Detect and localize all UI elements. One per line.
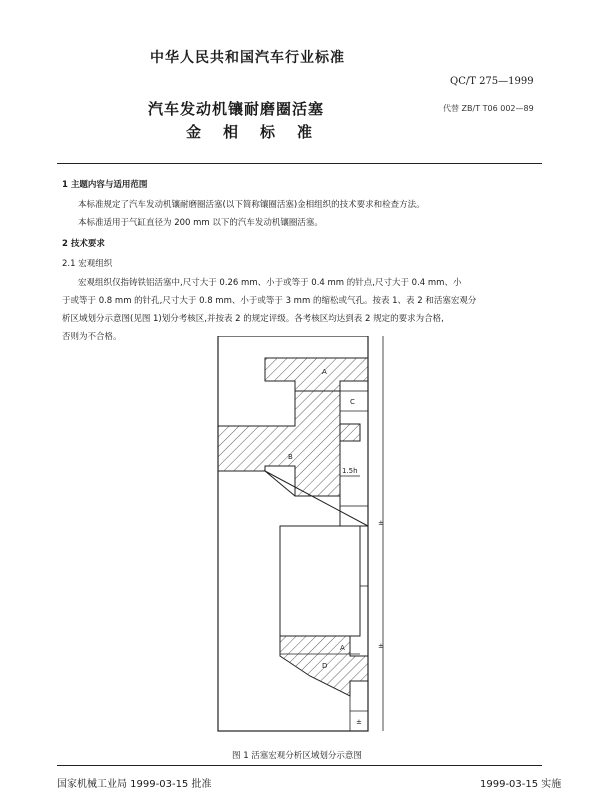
subtitle-char: 金 (186, 123, 202, 141)
label-mark-1: ± (378, 519, 384, 527)
effective-date: 1999-03-15 实施 (480, 779, 562, 790)
zone-b-region (218, 391, 340, 496)
skirt-inner (280, 526, 360, 636)
replaces-note: 代替 ZB/T T06 002—89 (443, 104, 534, 113)
ring-insert (340, 424, 360, 441)
zone-a-region (265, 358, 368, 391)
ring-groove-box (340, 391, 368, 506)
piston-macro-analysis-diagram (200, 336, 400, 736)
section-2-heading: 2 技术要求 (62, 239, 105, 249)
label-dim: 1.5h (342, 467, 358, 475)
subtitle-char: 相 (223, 123, 239, 141)
subtitle-char: 准 (297, 123, 313, 141)
standard-title: 中华人民共和国汽车行业标准 (150, 50, 345, 66)
bottom-rule (57, 765, 542, 766)
label-c: C (350, 398, 355, 406)
section-1-heading: 1 主题内容与适用范围 (62, 180, 148, 190)
document-subtitle (186, 121, 334, 142)
section-2-1-line-4: 否则为不合格。 (62, 332, 122, 342)
figure-caption: 图 1 活塞宏观分析区域划分示意图 (232, 751, 362, 761)
label-a-top: A (322, 368, 327, 376)
label-b: B (288, 453, 293, 461)
top-rule (57, 163, 542, 164)
section-2-1-line-1: 宏观组织仅指铸铁铝活塞中,尺寸大于 0.26 mm、小于或等于 0.4 mm 的针点,尺寸大于 0.4 mm、小 (78, 278, 462, 288)
standard-code: QC/T 275—1999 (450, 76, 534, 87)
section-1-paragraph-2: 本标准适用于气缸直径为 200 mm 以下的汽车发动机镶圈活塞。 (78, 218, 323, 228)
label-mark-3: ± (356, 718, 362, 726)
section-2-1-heading: 2.1 宏观组织 (62, 259, 113, 269)
section-2-1-line-2: 于或等于 0.8 mm 的针孔,尺寸大于 0.8 mm、小于或等于 3 mm 的缩松或气孔。按表 1、表 2 和活塞宏观分 (62, 296, 477, 306)
document-title: 汽车发动机镶耐磨圈活塞 (148, 100, 325, 118)
label-mark-2: ± (378, 642, 384, 650)
label-d: D (322, 662, 328, 670)
subtitle-char: 标 (260, 123, 276, 141)
label-a-bottom: A (340, 644, 345, 652)
section-1-paragraph-1: 本标准规定了汽车发动机镶耐磨圈活塞(以下简称镶圈活塞)金相组织的技术要求和检查方法。 (78, 200, 425, 210)
section-2-1-line-3: 析区域划分示意图(见图 1)划分考核区,并按表 2 的规定评级。各考核区均达到表 2 规定的要求为合格, (62, 314, 444, 324)
approval-note: 国家机械工业局 1999-03-15 批准 (57, 779, 212, 790)
